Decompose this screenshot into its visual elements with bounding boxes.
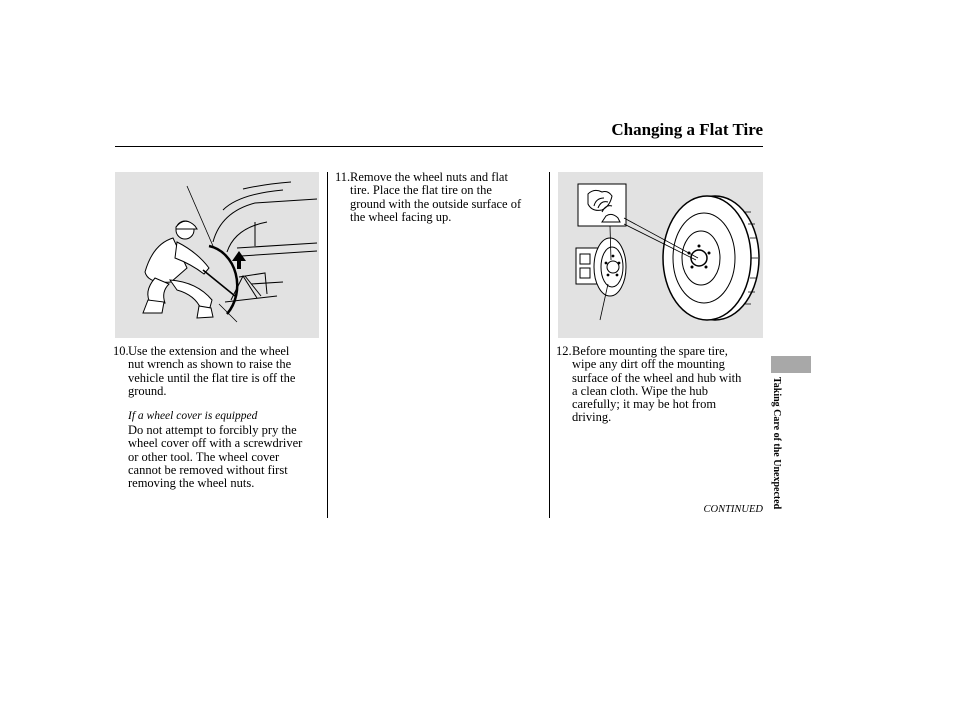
note-body [128, 424, 302, 490]
step-number: 10. [113, 344, 129, 358]
wheel-hub-bore [691, 250, 707, 266]
note-line: cannot be removed without first [128, 462, 288, 477]
page-title: Changing a Flat Tire [611, 120, 763, 139]
note-line: or other tool. The wheel cover [128, 449, 280, 464]
title-rule [115, 146, 763, 147]
step-number: 11. [335, 170, 351, 184]
column-divider-right [549, 172, 550, 518]
step-line: Use the extension and the wheel [128, 344, 290, 358]
step-line: a clean cloth. Wipe the hub [572, 383, 709, 398]
step-line: tire. Place the flat tire on the [350, 183, 492, 198]
jack-illustration [115, 172, 319, 338]
step-line: driving. [572, 410, 612, 425]
note-heading: If a wheel cover is equipped [128, 410, 258, 422]
step-line: the wheel facing up. [350, 209, 452, 224]
step-line: ground with the outside surface of [350, 196, 522, 211]
step-number: 12. [556, 344, 572, 358]
column-divider-left [327, 172, 328, 518]
step-line: Before mounting the spare tire, [572, 344, 728, 358]
step-line: Remove the wheel nuts and flat [350, 170, 508, 184]
step-line: surface of the wheel and hub with [572, 370, 742, 385]
note-line: Do not attempt to forcibly pry the [128, 423, 297, 437]
spare-tire [663, 196, 759, 320]
cloth-inset [578, 184, 626, 226]
step-12 [556, 344, 742, 425]
step-10 [113, 344, 296, 398]
section-title: Taking Care of the Unexpected [771, 377, 782, 510]
step-line: carefully; it may be hot from [572, 397, 717, 412]
note-line: removing the wheel nuts. [128, 476, 255, 491]
step-line: wipe any dirt off the mounting [572, 357, 725, 372]
step-11 [335, 170, 522, 224]
note-line: wheel cover off with a screwdriver [128, 436, 303, 451]
step-line: nut wrench as shown to raise the [128, 357, 292, 372]
step-line: ground. [128, 383, 167, 398]
hub-cleaning-illustration [558, 172, 763, 338]
step-line: vehicle until the flat tire is off the [128, 370, 296, 385]
section-tab [771, 356, 811, 373]
continued-label: CONTINUED [703, 504, 763, 515]
